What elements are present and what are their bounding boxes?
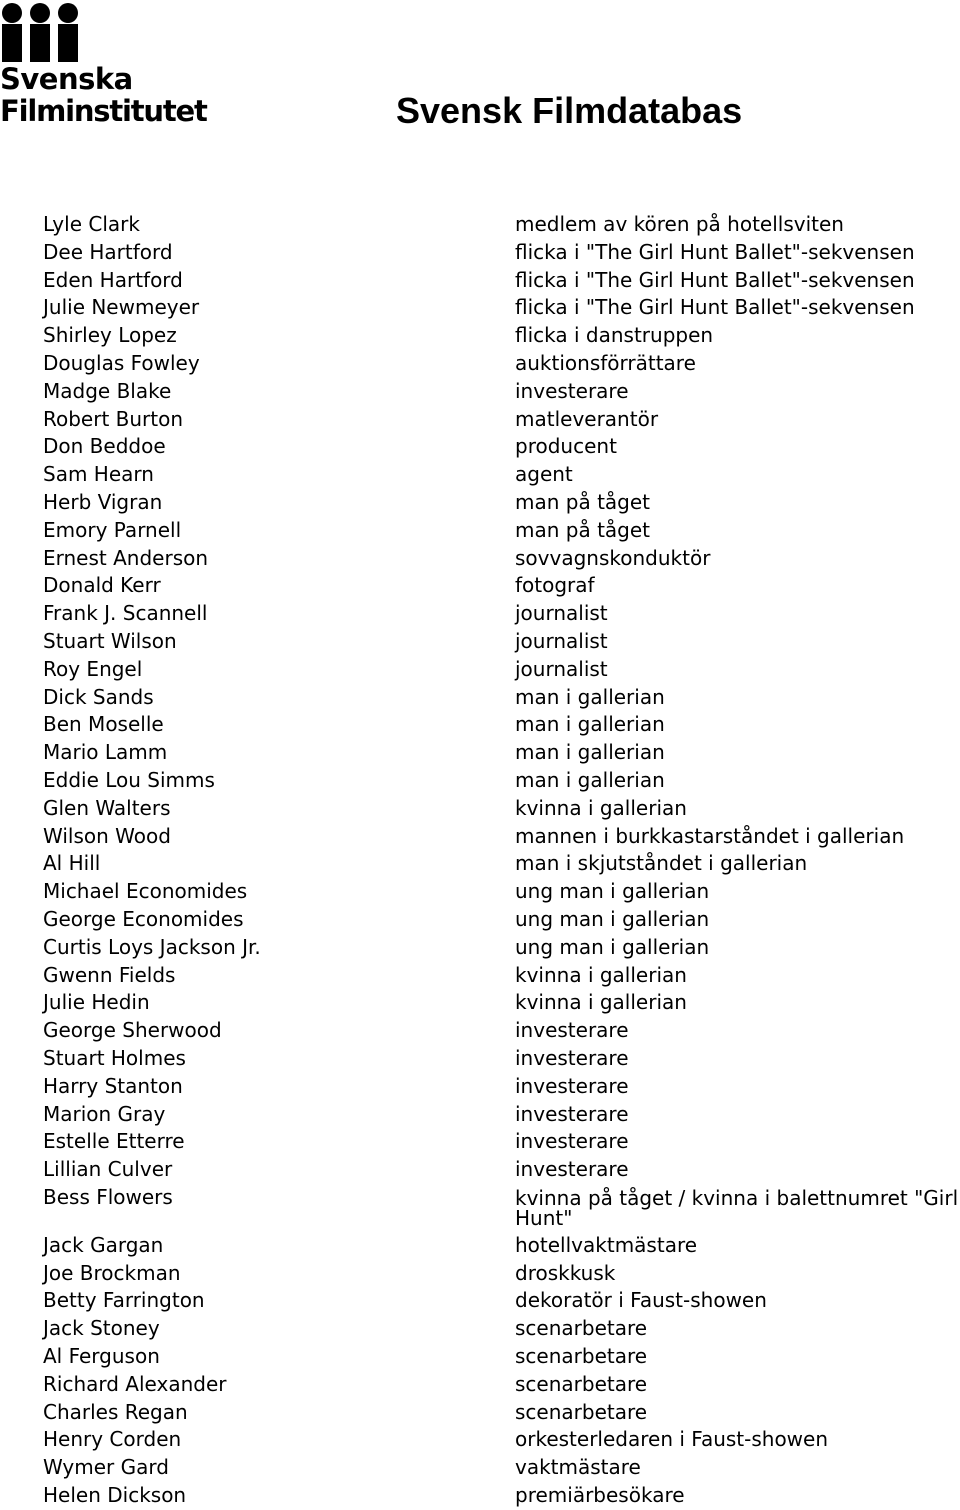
role-name: medlem av kören på hotellsviten xyxy=(515,212,844,236)
cast-row xyxy=(0,600,960,628)
role-name: droskkusk xyxy=(515,1260,616,1285)
actor-name: Sam Hearn xyxy=(43,462,154,487)
actor-name: Charles Regan xyxy=(43,1399,188,1424)
actor-name: Al Ferguson xyxy=(43,1344,160,1369)
cast-row xyxy=(0,1287,960,1315)
cast-row xyxy=(0,1045,960,1073)
cast-list xyxy=(0,211,960,1510)
actor-name: Frank J. Scannell xyxy=(43,601,208,626)
cast-row xyxy=(0,628,960,656)
role-name: flicka i danstruppen xyxy=(515,323,714,348)
actor-name: Stuart Wilson xyxy=(43,628,177,653)
cast-row xyxy=(0,1399,960,1427)
cast-row xyxy=(0,989,960,1017)
actor-name: Shirley Lopez xyxy=(43,323,177,348)
role-name: investerare xyxy=(515,1018,629,1043)
actor-name: Joe Brockman xyxy=(43,1260,181,1285)
cast-row xyxy=(0,461,960,489)
cast-row xyxy=(0,1371,960,1399)
role-name: orkesterledaren i Faust-showen xyxy=(515,1427,829,1452)
role-name: investerare xyxy=(515,378,629,403)
role-name: ung man i gallerian xyxy=(515,879,710,904)
actor-name: Richard Alexander xyxy=(43,1371,227,1396)
role-name: kvinna i gallerian xyxy=(515,795,687,820)
role-name: investerare xyxy=(515,1129,629,1154)
role-name: flicka i "The Girl Hunt Ballet"-sekvensen xyxy=(515,295,915,320)
cast-row xyxy=(0,378,960,406)
role-name: ung man i gallerian xyxy=(515,906,710,931)
actor-name: Roy Engel xyxy=(43,656,143,681)
actor-name: Glen Walters xyxy=(43,795,171,820)
actor-name: Estelle Etterre xyxy=(43,1129,185,1154)
cast-row xyxy=(0,767,960,795)
actor-name: Don Beddoe xyxy=(43,434,166,459)
actor-name: Eddie Lou Simms xyxy=(43,767,215,792)
cast-row xyxy=(0,1073,960,1101)
actor-name: Dee Hartford xyxy=(43,239,173,264)
role-name: dekoratör i Faust-showen xyxy=(515,1288,767,1313)
role-name: man i gallerian xyxy=(515,740,665,765)
cast-row xyxy=(0,1184,960,1232)
actor-name: Donald Kerr xyxy=(43,573,161,598)
logo-dot-icon xyxy=(2,3,22,23)
actor-name: Ben Moselle xyxy=(43,712,164,737)
actor-name: Henry Corden xyxy=(43,1427,182,1452)
cast-row xyxy=(0,795,960,823)
cast-row xyxy=(0,934,960,962)
role-name: mannen i burkkastarståndet i gallerian xyxy=(515,823,905,848)
logo-square-icon xyxy=(58,24,78,62)
cast-row xyxy=(0,1128,960,1156)
actor-name: Curtis Loys Jackson Jr. xyxy=(43,934,261,959)
cast-row xyxy=(0,850,960,878)
role-name: hotellvaktmästare xyxy=(515,1232,698,1257)
actor-name: Jack Stoney xyxy=(43,1316,160,1341)
role-name: man på tåget xyxy=(515,489,651,514)
cast-row xyxy=(0,1426,960,1454)
role-name: flicka i "The Girl Hunt Ballet"-sekvensen xyxy=(515,239,915,264)
role-name: scenarbetare xyxy=(515,1371,648,1396)
cast-row xyxy=(0,406,960,434)
cast-row xyxy=(0,517,960,545)
role-name: journalist xyxy=(515,601,608,626)
actor-name: Ernest Anderson xyxy=(43,545,209,570)
logo-dot-icon xyxy=(58,3,78,23)
actor-name: Lillian Culver xyxy=(43,1157,173,1182)
cast-row xyxy=(0,1101,960,1129)
role-name: flicka i "The Girl Hunt Ballet"-sekvensen xyxy=(515,267,915,292)
role-name: journalist xyxy=(515,656,608,681)
actor-name: Robert Burton xyxy=(43,406,184,431)
cast-row xyxy=(0,545,960,573)
role-name: premiärbesökare xyxy=(515,1483,685,1508)
role-name: investerare xyxy=(515,1045,629,1070)
role-name: agent xyxy=(515,462,573,487)
logo-square-icon xyxy=(2,24,22,62)
cast-row xyxy=(0,823,960,851)
actor-name: Al Hill xyxy=(43,851,101,876)
cast-row xyxy=(0,489,960,517)
role-name: kvinna på tåget / kvinna i balettnumret "Girl Hunt" xyxy=(515,1185,959,1230)
cast-row xyxy=(0,711,960,739)
actor-name: Marion Gray xyxy=(43,1101,166,1126)
actor-name: Julie Hedin xyxy=(43,990,150,1015)
role-name: kvinna i gallerian xyxy=(515,962,687,987)
actor-name: Stuart Holmes xyxy=(43,1045,186,1070)
actor-name: Jack Gargan xyxy=(43,1232,164,1257)
actor-name: Lyle Clark xyxy=(43,212,140,236)
actor-name: Mario Lamm xyxy=(43,740,168,765)
cast-row xyxy=(0,1260,960,1288)
cast-row xyxy=(0,739,960,767)
role-name: man på tåget xyxy=(515,517,651,542)
role-name: investerare xyxy=(515,1101,629,1126)
cast-row xyxy=(0,878,960,906)
actor-name: Harry Stanton xyxy=(43,1073,183,1098)
cast-row xyxy=(0,211,960,239)
cast-row xyxy=(0,322,960,350)
cast-row xyxy=(0,1156,960,1184)
actor-name: Julie Newmeyer xyxy=(43,295,200,320)
actor-name: Herb Vigran xyxy=(43,489,163,514)
cast-row xyxy=(0,1232,960,1260)
actor-name: Douglas Fowley xyxy=(43,350,200,375)
actor-name: Michael Economides xyxy=(43,879,248,904)
logo-dots-icon xyxy=(2,3,80,23)
actor-name: Wilson Wood xyxy=(43,823,171,848)
actor-name: George Sherwood xyxy=(43,1018,222,1043)
actor-name: Wymer Gard xyxy=(43,1455,169,1480)
logo-square-icon xyxy=(30,24,50,62)
cast-row xyxy=(0,239,960,267)
actor-name: Betty Farrington xyxy=(43,1288,205,1313)
role-name: man i gallerian xyxy=(515,684,665,709)
role-name: auktionsförrättare xyxy=(515,350,696,375)
role-name: journalist xyxy=(515,628,608,653)
role-name: fotograf xyxy=(515,573,595,598)
cast-row xyxy=(0,1343,960,1371)
svenska-filminstitutet-logo xyxy=(0,0,210,130)
role-name: ung man i gallerian xyxy=(515,934,710,959)
actor-name: George Economides xyxy=(43,906,244,931)
actor-name: Gwenn Fields xyxy=(43,962,176,987)
cast-row xyxy=(0,906,960,934)
cast-row xyxy=(0,1482,960,1510)
role-name: sovvagnskonduktör xyxy=(515,545,711,570)
actor-name: Madge Blake xyxy=(43,378,172,403)
role-name: scenarbetare xyxy=(515,1344,648,1369)
cast-row xyxy=(0,572,960,600)
role-name: man i gallerian xyxy=(515,712,665,737)
role-name: investerare xyxy=(515,1073,629,1098)
role-name: man i skjutståndet i gallerian xyxy=(515,851,808,876)
cast-row xyxy=(0,656,960,684)
cast-row xyxy=(0,350,960,378)
cast-row xyxy=(0,1017,960,1045)
logo-dot-icon xyxy=(30,3,50,23)
cast-row xyxy=(0,294,960,322)
page-title: Svensk Filmdatabas xyxy=(396,90,743,131)
cast-row xyxy=(0,1315,960,1343)
role-name: man i gallerian xyxy=(515,767,665,792)
actor-name: Dick Sands xyxy=(43,684,154,709)
cast-row xyxy=(0,1454,960,1482)
cast-row xyxy=(0,267,960,295)
role-name: kvinna i gallerian xyxy=(515,990,687,1015)
role-name: producent xyxy=(515,434,617,459)
actor-name: Helen Dickson xyxy=(43,1483,187,1508)
actor-name: Bess Flowers xyxy=(43,1184,173,1209)
cast-row xyxy=(0,684,960,712)
logo-text-line1: Svenska xyxy=(0,62,133,96)
role-name: investerare xyxy=(515,1157,629,1182)
role-name: vaktmästare xyxy=(515,1455,641,1480)
logo-squares-icon xyxy=(2,24,78,62)
actor-name: Eden Hartford xyxy=(43,267,183,292)
logo-text-line2: Filminstitutet xyxy=(0,94,207,128)
cast-row xyxy=(0,433,960,461)
role-name: matleverantör xyxy=(515,406,659,431)
role-name: scenarbetare xyxy=(515,1316,648,1341)
actor-name: Emory Parnell xyxy=(43,517,182,542)
role-name: scenarbetare xyxy=(515,1399,648,1424)
cast-row xyxy=(0,962,960,990)
